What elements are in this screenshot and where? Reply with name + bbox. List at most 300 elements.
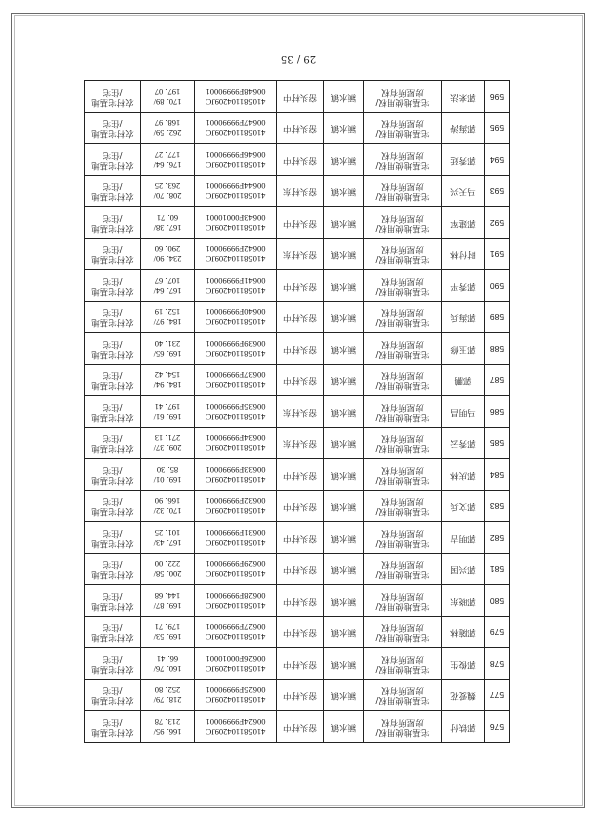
row-usage-cell [85, 585, 141, 617]
row-right-type-text: 房屋所有权 [381, 401, 424, 412]
row-town-text: 颍水镇 [330, 280, 357, 291]
row-town-text: 颍水镇 [330, 690, 357, 701]
row-right-type-text: 房屋所有权 [381, 275, 424, 286]
row-name-text: 郭秀廷 [450, 154, 476, 165]
row-town-cell [324, 617, 364, 649]
row-code-text: 410581104209JC [205, 254, 266, 265]
row-area-cell [141, 207, 195, 239]
row-seq-cell [485, 554, 510, 586]
row-seq-cell [485, 428, 510, 460]
row-code-text: 00642F99990001 [205, 244, 266, 255]
row-usage-text: 农村宅基地 [91, 663, 134, 674]
row-town-text: 颍水镇 [330, 532, 357, 543]
row-usage-text: /住宅 [102, 653, 123, 664]
row-area-text: 169. 61/ [153, 411, 182, 422]
row-code-text: 00639F99990001 [205, 338, 266, 349]
row-seq-text: 593 [489, 186, 505, 197]
row-seq-cell [485, 585, 510, 617]
row-name-text: 郭建军 [450, 217, 476, 228]
row-right-type-text: 宅基地使用权/ [375, 569, 430, 580]
row-area-text: 184. 94/ [153, 380, 182, 391]
row-usage-text: /住宅 [102, 212, 123, 223]
row-usage-cell [85, 113, 141, 145]
table-row [85, 270, 510, 302]
row-area-text: 60. 71 [156, 212, 179, 223]
table-row [85, 617, 510, 649]
row-right-type-text: 房屋所有权 [381, 527, 424, 538]
row-name-cell [442, 365, 485, 397]
row-usage-cell [85, 711, 141, 743]
row-right-type-text: 宅基地使用权/ [375, 695, 430, 706]
row-area-cell [141, 585, 195, 617]
row-usage-cell [85, 365, 141, 397]
table-row [85, 239, 510, 271]
row-area-cell [141, 396, 195, 428]
row-right-type-text: 宅基地使用权/ [375, 600, 430, 611]
row-town-text: 颍水镇 [330, 343, 357, 354]
row-usage-cell [85, 522, 141, 554]
row-right-type-cell [364, 648, 442, 680]
row-code-cell [195, 365, 277, 397]
row-name-cell [442, 207, 485, 239]
row-area-text: 209. 37/ [153, 443, 182, 454]
row-usage-text: 农村宅基地 [91, 443, 134, 454]
row-code-text: 410581104209JC [205, 191, 266, 202]
row-town-cell [324, 302, 364, 334]
row-town-text: 颍水镇 [330, 375, 357, 386]
row-usage-text: 农村宅基地 [91, 600, 134, 611]
row-town-text: 颍水镇 [330, 721, 357, 732]
row-right-type-text: 宅基地使用权/ [375, 285, 430, 296]
row-right-type-cell [364, 459, 442, 491]
row-seq-text: 580 [489, 595, 505, 606]
row-code-cell [195, 522, 277, 554]
row-code-text: 00632F99990001 [205, 496, 266, 507]
row-name-text: 郭明吉 [450, 532, 476, 543]
row-name-cell [442, 396, 485, 428]
row-right-type-text: 宅基地使用权/ [375, 506, 430, 517]
row-area-cell [141, 144, 195, 176]
row-name-text: 郭俊生 [450, 658, 476, 669]
row-code-text: 410581104209JC [205, 159, 266, 170]
row-code-cell [195, 270, 277, 302]
row-right-type-text: 房屋所有权 [381, 464, 424, 475]
row-seq-text: 576 [489, 721, 505, 732]
row-village-cell [277, 617, 324, 649]
row-seq-text: 596 [489, 91, 505, 102]
row-village-text: 窑头村东 [283, 249, 318, 260]
row-usage-text: /住宅 [102, 496, 123, 507]
row-area-cell [141, 522, 195, 554]
row-code-text: 00644F99990001 [205, 181, 266, 192]
row-usage-text: /住宅 [102, 590, 123, 601]
row-area-cell [141, 365, 195, 397]
row-right-type-text: 宅基地使用权/ [375, 128, 430, 139]
row-village-cell [277, 333, 324, 365]
row-right-type-text: 房屋所有权 [381, 86, 424, 97]
row-town-cell [324, 81, 364, 113]
row-area-cell [141, 680, 195, 712]
row-area-text: 177. 27 [154, 149, 181, 160]
row-code-text: 410581104209JC [205, 632, 266, 643]
row-usage-text: 农村宅基地 [91, 348, 134, 359]
row-code-cell [195, 554, 277, 586]
table-row [85, 585, 510, 617]
row-village-cell [277, 522, 324, 554]
row-right-type-cell [364, 239, 442, 271]
row-right-type-text: 房屋所有权 [381, 244, 424, 255]
row-code-cell [195, 491, 277, 523]
row-code-cell [195, 302, 277, 334]
row-code-text: 410581104209JC [205, 537, 266, 548]
row-usage-cell [85, 491, 141, 523]
row-village-text: 窑头村中 [283, 312, 318, 323]
row-name-cell [442, 81, 485, 113]
row-area-text: 169. 01/ [153, 474, 182, 485]
row-code-text: 410581104209JC [205, 285, 266, 296]
row-name-cell [442, 270, 485, 302]
row-area-text: 197. 07 [154, 86, 181, 97]
row-seq-cell [485, 648, 510, 680]
row-area-text: 208. 70/ [153, 191, 182, 202]
row-name-cell [442, 648, 485, 680]
row-area-text: 252. 80 [154, 685, 181, 696]
row-village-text: 窑头村中 [283, 595, 318, 606]
row-seq-cell [485, 113, 510, 145]
row-code-text: 410581104209JC [205, 411, 266, 422]
row-village-cell [277, 491, 324, 523]
row-area-text: 263. 25 [154, 181, 181, 192]
table-row [85, 554, 510, 586]
row-area-text: 101. 25 [154, 527, 181, 538]
row-right-type-cell [364, 207, 442, 239]
row-right-type-text: 房屋所有权 [381, 716, 424, 727]
row-seq-text: 577 [489, 690, 505, 701]
row-usage-text: 农村宅基地 [91, 222, 134, 233]
row-right-type-text: 房屋所有权 [381, 622, 424, 633]
row-usage-text: 农村宅基地 [91, 537, 134, 548]
row-village-cell [277, 207, 324, 239]
row-right-type-cell [364, 585, 442, 617]
row-village-text: 窑头村中 [283, 154, 318, 165]
row-right-type-text: 房屋所有权 [381, 653, 424, 664]
row-seq-cell [485, 239, 510, 271]
row-usage-text: /住宅 [102, 433, 123, 444]
row-area-text: 167. 38/ [153, 222, 182, 233]
row-town-cell [324, 333, 364, 365]
row-name-cell [442, 680, 485, 712]
row-seq-cell [485, 491, 510, 523]
row-village-text: 窑头村中 [283, 280, 318, 291]
row-town-text: 颍水镇 [330, 627, 357, 638]
row-usage-text: /住宅 [102, 86, 123, 97]
row-name-text: 郭兴国 [450, 564, 476, 575]
row-code-text: 410581104209JC [205, 96, 266, 107]
row-right-type-text: 房屋所有权 [381, 496, 424, 507]
row-right-type-text: 房屋所有权 [381, 212, 424, 223]
row-usage-cell [85, 680, 141, 712]
row-area-text: 169. 53/ [153, 632, 182, 643]
row-town-cell [324, 396, 364, 428]
row-right-type-cell [364, 333, 442, 365]
row-right-type-text: 宅基地使用权/ [375, 380, 430, 391]
row-village-cell [277, 176, 324, 208]
row-name-cell [442, 585, 485, 617]
row-seq-cell [485, 270, 510, 302]
row-town-cell [324, 522, 364, 554]
row-village-cell [277, 81, 324, 113]
row-usage-cell [85, 333, 141, 365]
row-village-text: 窑头村中 [283, 469, 318, 480]
row-code-text: 00640F99990001 [205, 307, 266, 318]
row-village-cell [277, 680, 324, 712]
row-code-text: 00633F99990001 [205, 464, 266, 475]
row-right-type-text: 宅基地使用权/ [375, 254, 430, 265]
page-number: 29 / 35 [280, 53, 317, 64]
row-area-cell [141, 491, 195, 523]
table-row [85, 333, 510, 365]
row-code-cell [195, 176, 277, 208]
row-village-text: 窑头村中 [283, 564, 318, 575]
row-usage-text: 农村宅基地 [91, 569, 134, 580]
row-right-type-text: 房屋所有权 [381, 559, 424, 570]
row-seq-text: 588 [489, 343, 505, 354]
row-usage-text: /住宅 [102, 118, 123, 129]
row-name-text: 郭鹏 [454, 375, 472, 386]
row-town-cell [324, 365, 364, 397]
row-code-text: 00629F99990001 [205, 559, 266, 570]
row-village-text: 窑头村中 [283, 91, 318, 102]
row-code-text: 00643F00010001 [205, 212, 266, 223]
row-code-text: 410581104209JC [205, 317, 266, 328]
row-village-text: 窑头村中 [283, 658, 318, 669]
table-row [85, 428, 510, 460]
table-row [85, 491, 510, 523]
row-right-type-cell [364, 113, 442, 145]
row-usage-text: 农村宅基地 [91, 285, 134, 296]
row-usage-cell [85, 302, 141, 334]
row-code-text: 410581104209JC [205, 600, 266, 611]
row-code-cell [195, 239, 277, 271]
row-usage-text: /住宅 [102, 464, 123, 475]
row-right-type-cell [364, 491, 442, 523]
row-right-type-cell [364, 81, 442, 113]
row-area-text: 167. 43/ [153, 537, 182, 548]
row-code-cell [195, 396, 277, 428]
row-area-cell [141, 333, 195, 365]
row-village-text: 窑头村中 [283, 123, 318, 134]
row-seq-text: 592 [489, 217, 505, 228]
row-right-type-text: 房屋所有权 [381, 590, 424, 601]
row-village-text: 窑头村中 [283, 501, 318, 512]
row-town-cell [324, 144, 364, 176]
row-seq-cell [485, 333, 510, 365]
row-right-type-text: 房屋所有权 [381, 181, 424, 192]
row-code-text: 410581104209JC [205, 222, 266, 233]
row-code-text: 00626F00010001 [205, 653, 266, 664]
table-row [85, 365, 510, 397]
row-right-type-text: 宅基地使用权/ [375, 443, 430, 454]
row-seq-text: 582 [489, 532, 505, 543]
row-town-text: 颍水镇 [330, 154, 357, 165]
row-code-cell [195, 144, 277, 176]
row-area-text: 170. 32/ [153, 506, 182, 517]
row-usage-text: 农村宅基地 [91, 191, 134, 202]
row-name-text: 郭晓东 [450, 595, 476, 606]
row-village-text: 窑头村东 [283, 438, 318, 449]
row-seq-text: 585 [489, 438, 505, 449]
row-village-cell [277, 144, 324, 176]
row-usage-cell [85, 459, 141, 491]
row-usage-text: 农村宅基地 [91, 128, 134, 139]
row-town-text: 颍水镇 [330, 406, 357, 417]
row-area-cell [141, 302, 195, 334]
row-village-cell [277, 270, 324, 302]
row-usage-text: /住宅 [102, 401, 123, 412]
row-code-text: 410581104209JC [205, 474, 266, 485]
row-town-text: 颍水镇 [330, 658, 357, 669]
row-village-text: 窑头村中 [283, 532, 318, 543]
row-right-type-cell [364, 144, 442, 176]
row-usage-cell [85, 270, 141, 302]
row-right-type-text: 宅基地使用权/ [375, 191, 430, 202]
row-seq-text: 583 [489, 501, 505, 512]
row-usage-text: 农村宅基地 [91, 695, 134, 706]
row-area-cell [141, 648, 195, 680]
row-name-text: 郭海兵 [450, 312, 476, 323]
row-area-text: 200. 58/ [153, 569, 182, 580]
row-usage-text: 农村宅基地 [91, 632, 134, 643]
row-usage-cell [85, 144, 141, 176]
row-area-text: 197. 41 [154, 401, 181, 412]
row-area-text: 213. 78 [154, 716, 181, 727]
row-town-text: 颍水镇 [330, 501, 357, 512]
row-town-text: 颍水镇 [330, 595, 357, 606]
row-area-text: 222. 00 [154, 559, 181, 570]
row-name-cell [442, 428, 485, 460]
row-town-cell [324, 207, 364, 239]
table-row [85, 648, 510, 680]
row-code-text: 410581104209JC [205, 443, 266, 454]
row-seq-text: 595 [489, 123, 505, 134]
row-usage-text: 农村宅基地 [91, 506, 134, 517]
row-village-text: 窑头村中 [283, 627, 318, 638]
row-name-text: 郭文兵 [450, 501, 476, 512]
row-code-text: 410581104209JC [205, 569, 266, 580]
row-town-cell [324, 270, 364, 302]
row-area-cell [141, 113, 195, 145]
row-code-cell [195, 585, 277, 617]
row-name-text: 郭随林 [450, 627, 476, 638]
row-name-text: 郭铁付 [450, 721, 476, 732]
row-area-cell [141, 81, 195, 113]
row-seq-text: 594 [489, 154, 505, 165]
row-seq-cell [485, 176, 510, 208]
row-usage-text: /住宅 [102, 244, 123, 255]
row-right-type-cell [364, 680, 442, 712]
row-town-cell [324, 680, 364, 712]
row-area-text: 107. 67 [154, 275, 181, 286]
row-area-cell [141, 428, 195, 460]
row-area-text: 168. 97 [154, 118, 181, 129]
row-town-cell [324, 176, 364, 208]
row-town-cell [324, 711, 364, 743]
row-name-cell [442, 113, 485, 145]
row-code-text: 410581104209JC [205, 695, 266, 706]
row-name-cell [442, 522, 485, 554]
row-area-text: 169. 65/ [153, 348, 182, 359]
row-name-cell [442, 302, 485, 334]
row-right-type-text: 宅基地使用权/ [375, 411, 430, 422]
table-row [85, 522, 510, 554]
row-town-text: 颍水镇 [330, 186, 357, 197]
row-seq-cell [485, 207, 510, 239]
row-code-text: 00624F99990001 [205, 716, 266, 727]
row-name-text: 魏爱花 [450, 690, 476, 701]
row-town-text: 颍水镇 [330, 249, 357, 260]
row-usage-text: /住宅 [102, 338, 123, 349]
row-usage-text: /住宅 [102, 275, 123, 286]
table-row [85, 711, 510, 743]
row-right-type-cell [364, 396, 442, 428]
row-seq-text: 590 [489, 280, 505, 291]
row-village-text: 窑头村中 [283, 721, 318, 732]
row-seq-text: 586 [489, 406, 505, 417]
row-area-cell [141, 554, 195, 586]
row-village-text: 窑头村中 [283, 217, 318, 228]
row-village-text: 窑头村东 [283, 406, 318, 417]
row-usage-text: 农村宅基地 [91, 159, 134, 170]
row-area-text: 154. 42 [154, 370, 181, 381]
row-usage-text: /住宅 [102, 307, 123, 318]
row-name-cell [442, 459, 485, 491]
row-area-text: 167. 64/ [153, 285, 182, 296]
row-code-text: 410581104209JC [205, 726, 266, 737]
row-area-cell [141, 459, 195, 491]
row-right-type-text: 房屋所有权 [381, 370, 424, 381]
row-name-text: 郭来法 [450, 91, 476, 102]
row-seq-cell [485, 680, 510, 712]
row-area-text: 85. 30 [156, 464, 179, 475]
row-code-text: 410581104209JC [205, 663, 266, 674]
row-usage-cell [85, 554, 141, 586]
row-usage-text: /住宅 [102, 622, 123, 633]
row-area-cell [141, 176, 195, 208]
row-seq-text: 589 [489, 312, 505, 323]
row-name-cell [442, 176, 485, 208]
row-name-cell [442, 617, 485, 649]
row-usage-cell [85, 176, 141, 208]
row-usage-text: 农村宅基地 [91, 474, 134, 485]
row-right-type-text: 宅基地使用权/ [375, 96, 430, 107]
row-right-type-text: 宅基地使用权/ [375, 663, 430, 674]
table-row [85, 207, 510, 239]
row-usage-text: /住宅 [102, 149, 123, 160]
row-area-text: 184. 97/ [153, 317, 182, 328]
row-area-text: 271. 13 [154, 433, 181, 444]
registry-rows [85, 81, 510, 743]
row-code-text: 410581104209JC [205, 348, 266, 359]
row-seq-text: 578 [489, 658, 505, 669]
row-code-cell [195, 711, 277, 743]
row-village-cell [277, 648, 324, 680]
row-code-text: 410581104209JC [205, 506, 266, 517]
row-right-type-text: 宅基地使用权/ [375, 537, 430, 548]
row-seq-text: 591 [489, 249, 505, 260]
row-right-type-text: 房屋所有权 [381, 685, 424, 696]
row-code-cell [195, 617, 277, 649]
row-seq-cell [485, 459, 510, 491]
